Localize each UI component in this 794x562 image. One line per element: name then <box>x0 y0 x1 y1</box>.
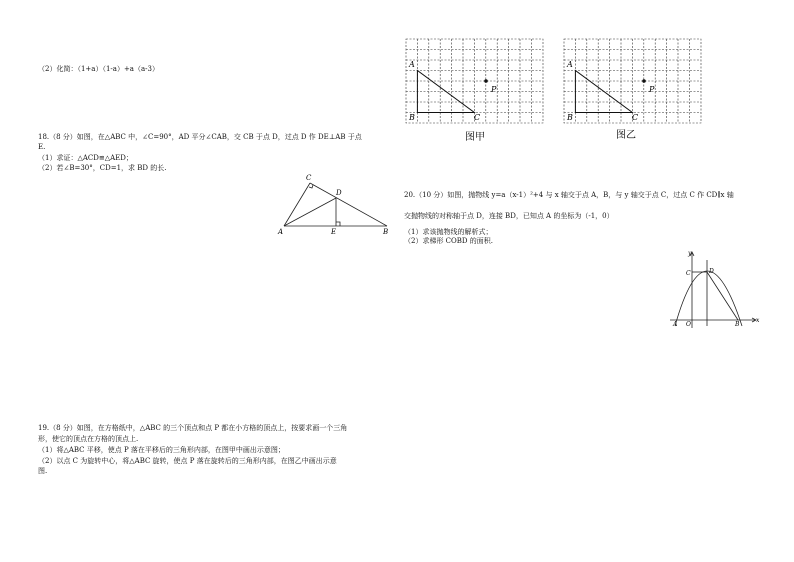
q20-label-a: A <box>673 321 678 328</box>
grid-right-label-b: B <box>567 113 573 122</box>
grid-figure-right <box>558 36 708 144</box>
q19-part3: 图. <box>38 467 48 475</box>
q18-label-a: A <box>278 228 284 236</box>
q18-triangle-figure <box>270 170 400 240</box>
q20-label-d: D <box>709 268 714 275</box>
q20-label-b: B <box>735 321 740 328</box>
q20-part2: （2）求梯形 COBD 的面积. <box>404 237 493 245</box>
grid-left-label-c: C <box>474 113 481 122</box>
grid-figure-left <box>400 36 550 144</box>
grid-right-label-a: A <box>567 60 573 69</box>
q18-label-b: B <box>383 228 389 236</box>
q20-stem-line2: 交抛物线的对称轴于点 D，连接 BD，已知点 A 的坐标为（-1，0） <box>404 212 614 220</box>
q20-label-x: x <box>756 317 760 324</box>
q18-part1: （1）求证：△ACD≌△AED； <box>38 154 133 162</box>
grid-right-label-p: P <box>649 85 655 94</box>
q20-stem-line1: 20.（10 分）如图，抛物线 y=a（x-1）²+4 与 x 轴交于点 A，B，与 y 轴交于点 C，过点 C 作 CD∥x 轴 <box>404 191 734 199</box>
grid-left-label-p: P <box>491 85 497 94</box>
q19-stem-line1: 19.（8 分）如图，在方格纸中，△ABC 的三个顶点和点 P 都在小方格的顶点上，按要求画一个三角 <box>38 424 348 432</box>
q20-label-c: C <box>686 270 691 277</box>
q20-label-o: O <box>686 321 691 328</box>
grid-left-label-a: A <box>409 60 415 69</box>
q19-stem-line2: 形，使它的顶点在方格的顶点上. <box>38 435 139 443</box>
grid-right-caption: 图乙 <box>616 130 636 141</box>
q20-label-y: y <box>688 250 692 257</box>
q18-part2: （2）若∠B=30°，CD=1，求 BD 的长. <box>38 164 167 172</box>
q20-part1: （1）求该抛物线的解析式； <box>404 228 493 236</box>
q19-part1: （1）将△ABC 平移，使点 P 落在平移后的三角形内部，在图甲中画出示意图； <box>38 446 285 454</box>
q18-label-e: E <box>331 228 337 236</box>
q18-stem-line1: 18.（8 分）如图，在△ABC 中，∠C=90°，AD 平分∠CAB，交 CB 于点 D，过点 D 作 DE⊥AB 于点 <box>38 133 362 141</box>
grid-right-label-c: C <box>632 113 639 122</box>
q18-label-c: C <box>306 174 312 182</box>
grid-left-caption: 图甲 <box>465 132 485 143</box>
q19-part2: （2）以点 C 为旋转中心，将△ABC 旋转，使点 P 落在旋转后的三角形内部，在图乙中画出示意 <box>38 457 337 465</box>
q18-stem-line2: E. <box>38 143 46 151</box>
grid-left-label-b: B <box>409 113 415 122</box>
q18-label-d: D <box>336 189 342 197</box>
q20-parabola-figure <box>666 246 762 332</box>
q17-part2: （2）化简：（1+a）（1-a）+a（a-3） <box>38 65 159 73</box>
